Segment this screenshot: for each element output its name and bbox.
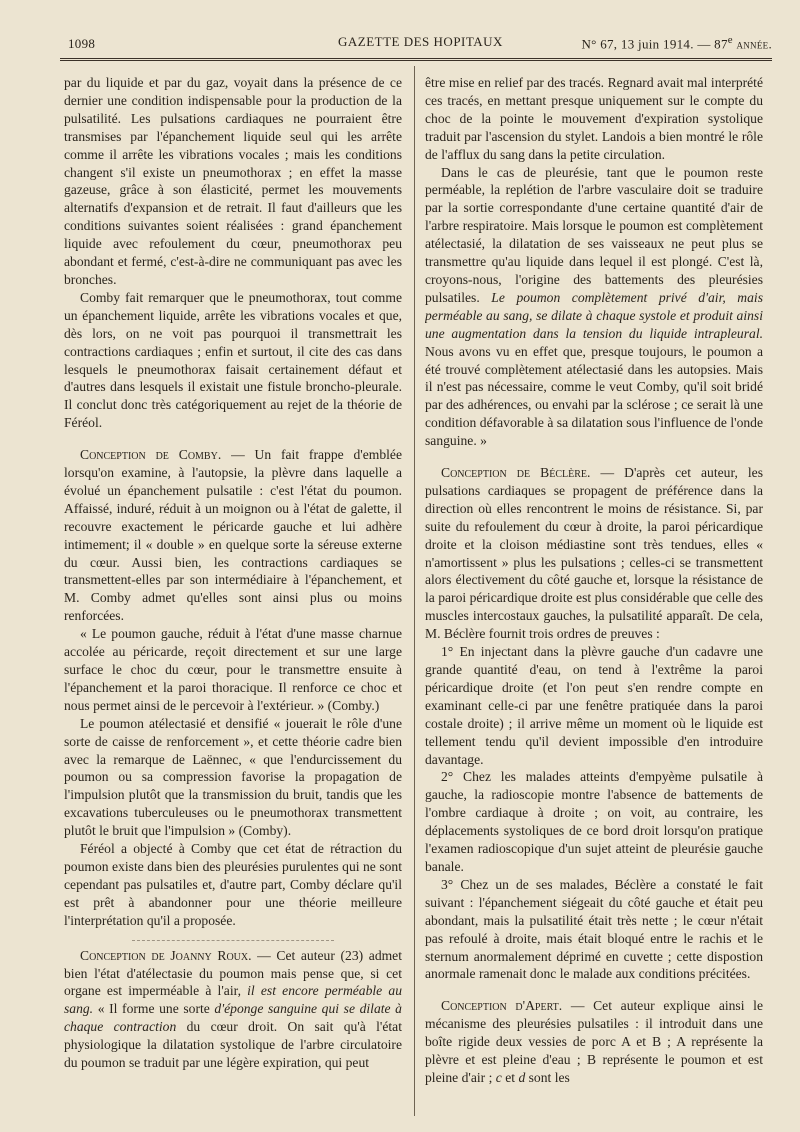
list-item: 1° En injectant dans la plèvre gauche d'un cadavre une grande quantité d'eau, on tend à l'extrême la paroi péricardique droite (et l'on peut s'en rendre compte en examinant celle-ci par une fenêtre pratiquée dans la paroi costale droite) ; il arrive même un moment où le liquide est tellement tendu qu'il devient impossible d'en introduire davantage. bbox=[425, 644, 763, 767]
right-column bbox=[425, 74, 763, 1114]
section-separator bbox=[132, 940, 335, 941]
paragraph: Dans le cas de pleurésie, tant que le poumon reste perméable, la replétion de l'arbre vasculaire doit se traduire par la sortie correspondante d'une certaine quantité d'air de l'arbre respiratoire. Mais lorsque le poumon est complètement atélectasié, la dilatation de ses vaisseaux ne peut plus se transmettre qu'au liquide dans lequel il est plongé. C'est là, croyons-nous, l'origine des battements des pleurésies pulsatiles. Le poumon complètement privé d'air, mais perméable au sang, se dilate à chaque systole et produit ainsi une augmentation dans la tension du liquide intrapleural. Nous avons vu en effet que, presque toujours, le poumon a été trouvé complètement atélectasié dans les autopsies. Mais il n'est pas nécessaire, comme le veut Comby, qu'il soit bridé par des adhérences, ou envahi par la sclérose ; ce serait là une condition défavorable à sa dilatation sous l'influence de l'onde sanguine. » bbox=[425, 164, 763, 449]
paragraph: Conception de Joanny Roux. — Cet auteur (23) admet bien l'état d'atélectasie du poumon mais pense que, si cet organe est imperméable à l'air, il est encore perméable au sang. « Il forme une sorte d'éponge sanguine qui se dilate à chaque contraction du cœur droit. On sait qu'à l'état physiologique la dilatation systolique de l'arbre circulatoire du poumon se traduit par une légère expiration, qui peut bbox=[64, 947, 402, 1071]
running-header bbox=[60, 32, 772, 52]
section-gap bbox=[425, 983, 763, 997]
left-column bbox=[64, 74, 402, 1114]
section-heading: Conception de Comby. bbox=[80, 447, 222, 463]
paragraph: Comby fait remarquer que le pneumothorax, tout comme un épanchement liquide, arrête les vibrations vocales et que, dès lors, on ne voit pas pourquoi il transmettrait les contractions cardiaques ; enfin et surtout, il cite des cas dans lesquels le pneumothorax faisait certainement défaut et d'autres dans lesquels il existait une fistule broncho-pleurale. Il conclut donc très catégoriquement au rejet de la théorie de Féréol. bbox=[64, 289, 402, 431]
paragraph: Le poumon atélectasié et densifié « jouerait le rôle d'une sorte de caisse de renforcement », et cette théorie cadre bien avec la remarque de Laënnec, « que l'endurcissement du poumon ou sa compression favorise la propagation de l'impulsion plutôt que la transmission du bruit, tandis que les excavations tuberculeuses ou le pneumothorax transmettent plutôt le bruit que l'impulsion » (Comby). bbox=[64, 715, 402, 839]
paragraph: Conception d'Apert. — Cet auteur explique ainsi le mécanisme des pleurésies pulsatiles : il introduit dans une boîte rigide deux vessies de porc A et B ; A représente la plèvre et est pleine d'eau ; B représente le poumon et est pleine d'air ; c et d sont les bbox=[425, 998, 763, 1085]
paragraph: être mise en relief par des tracés. Regnard avait mal interprété ces tracés, en mettant presque uniquement sur le compte du choc de la pointe le mouvement d'expiration systolique traduit par l'ascension du stylet. Landois a bien montré le rôle de l'afflux du sang dans la petite circulation. bbox=[425, 75, 763, 162]
paragraph: Conception de Comby. — Un fait frappe d'emblée lorsqu'on examine, à l'autopsie, la plèvre dans laquelle a évolué un épanchement pulsatile : c'est l'état du poumon. Affaissé, induré, réduit à un moignon ou à l'état de galette, il recouvre exactement le péricarde gauche et lui adhère intimement; il « double » en quelque sorte la séreuse externe du cœur. Aussi bien, les contractions cardiaques se transmettent-elles par son intermédiaire à l'épanchement, et M. Comby admet qu'elles sont ainsi plus ou moins renforcées. bbox=[64, 447, 402, 624]
paragraph: « Le poumon gauche, réduit à l'état d'une masse charnue accolée au péricarde, reçoit directement et sur une large surface le choc du cœur, pour le transmettre ensuite à l'épanchement et la paroi thoracique. Il renforce ce choc et nous permet ainsi de le percevoir à l'extérieur. » (Comby.) bbox=[64, 626, 402, 713]
paragraph: Conception de Béclère. — D'après cet auteur, les pulsations cardiaques se propagent de préférence dans la direction où elles rencontrent le moins de résistance. Si, par suite du refoulement du cœur à droite, la paroi péricardique droite et la cloison médiastine sont très tendues, elles « n'amortissent » plus les pulsations ; celles-ci se transmettent alors électivement du côté gauche et, lorsque la résistance de la paroi péricardique droite est plus considérable que celle des muscles intercostaux gauches, la pulsatilité apparaît. De cela, M. Béclère fournit trois ordres de preuves : bbox=[425, 465, 763, 642]
section-gap bbox=[64, 432, 402, 446]
issue-info: N° 67, 13 juin 1914. — 87e année. bbox=[581, 34, 772, 52]
section-heading: Conception de Béclère. bbox=[441, 465, 591, 481]
section-gap bbox=[425, 450, 763, 464]
column-divider bbox=[414, 66, 415, 1116]
list-item: 2° Chez les malades atteints d'empyème pulsatile à gauche, la radioscopie montre l'absence de battements de l'ombre cardiaque à droite ; on voit, au contraire, les déplacements systoliques de ce bord droit lorsqu'on pratique l'examen radioscopique d'un sujet atteint de pleurésie gauche banale. bbox=[425, 769, 763, 874]
section-heading: Conception d'Apert. bbox=[441, 998, 563, 1014]
page-number: 1098 bbox=[68, 36, 96, 51]
paragraph: par du liquide et par du gaz, voyait dans la présence de ce dernier une condition indispensable pour la production de la pulsatilité. Les pulsations cardiaques ne pourraient être transmises par l'épanchement liquide seul qui les arrête comme il arrête les vibrations vocales ; mais les conditions changent s'il existe un pneumothorax ; en effet la masse gazeuse, grâce à son élasticité, permet les mouvements alternatifs d'expansion et de retrait. Il faut d'ailleurs que les conditions suivantes soient réalisées : grand épanchement liquide avec refoulement du cœur, pneumothorax peu abondant et fermé, c'est-à-dire ne communiquant pas avec les bronches. bbox=[64, 75, 402, 287]
list-item: 3° Chez un de ses malades, Béclère a constaté le fait suivant : l'épanchement siégeait du côté gauche et était peu abondant, mais la pulsatilité était très nette ; le cœur n'était pas refoulé à droite, mais était bloqué entre le rachis et le sternum anormalement déprimé en cuvette ; cette dispostion anormale ramenait donc le malade aux conditions précitées. bbox=[425, 876, 763, 982]
paragraph: Féréol a objecté à Comby que cet état de rétraction du poumon existe dans bien des pleurésies purulentes qui ne sont cependant pas pulsatiles et, d'autre part, Comby déclare qu'il est prêt à abandonner pour une théorie meilleure l'interprétation qu'il a proposée. bbox=[64, 841, 402, 928]
journal-title: GAZETTE DES HOPITAUX bbox=[338, 34, 503, 49]
section-heading: Conception de Joanny Roux. bbox=[80, 947, 252, 963]
header-rule bbox=[60, 58, 772, 61]
